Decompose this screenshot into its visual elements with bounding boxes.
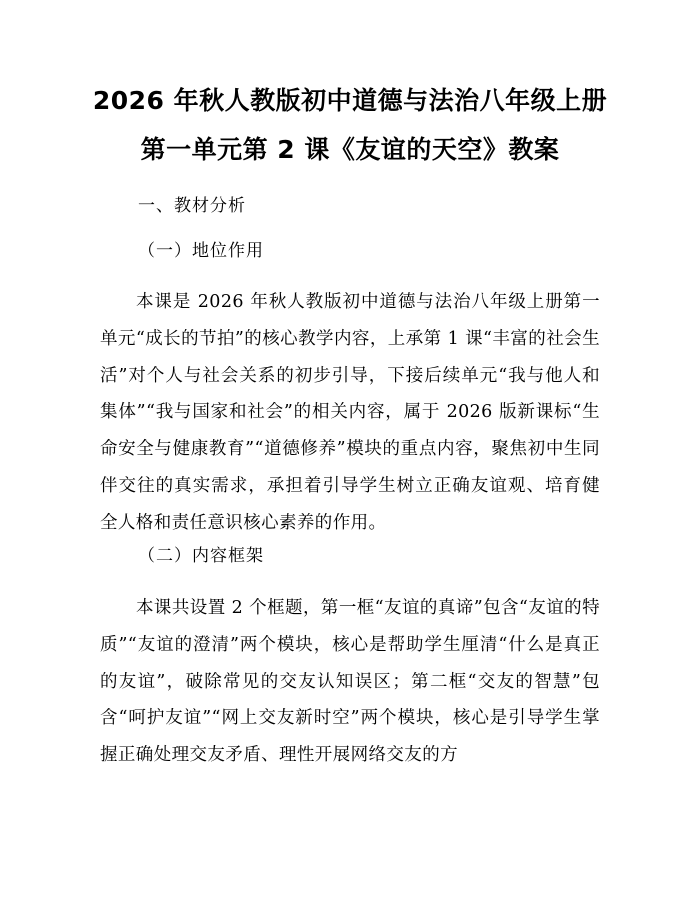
subsection-heading-position-role: （一）地位作用 <box>138 241 264 261</box>
document-title-line-2: 第一单元第 2 课《友谊的天空》教案 <box>140 135 560 164</box>
subsection-heading-content-framework: （二）内容框架 <box>138 546 264 566</box>
paragraph-content-framework: 本课共设置 2 个框题，第一框“友谊的真谛”包含“友谊的特质”“友谊的澄清”两个模块，核心是帮助学生厘清“什么是真正的友谊”，破除常见的交友认知误区；第二框“交友的智慧”包含“呵护友谊”“网上交友新时空”两个模块，核心是引导学生掌握正确处理交友矛盾、理性开展网络交友的方 <box>100 598 600 766</box>
paragraph-position-role: 本课是 2026 年秋人教版初中道德与法治八年级上册第一单元“成长的节拍”的核心教学内容，上承第 1 课“丰富的社会生活”对个人与社会关系的初步引导，下接后续单元“我与他人和集体”“我与国家和社会”的相关内容，属于 2026 版新课标“生命安全与健康教育”“道德修养”模块的重点内容，聚焦初中生同伴交往的真实需求，承担着引导学生树立正确友谊观、培育健全人格和责任意识核心素养的作用。 <box>100 292 600 533</box>
section-heading-textbook-analysis: 一、教材分析 <box>138 196 246 216</box>
document-title-line-1: 2026 年秋人教版初中道德与法治八年级上册 <box>92 86 608 115</box>
